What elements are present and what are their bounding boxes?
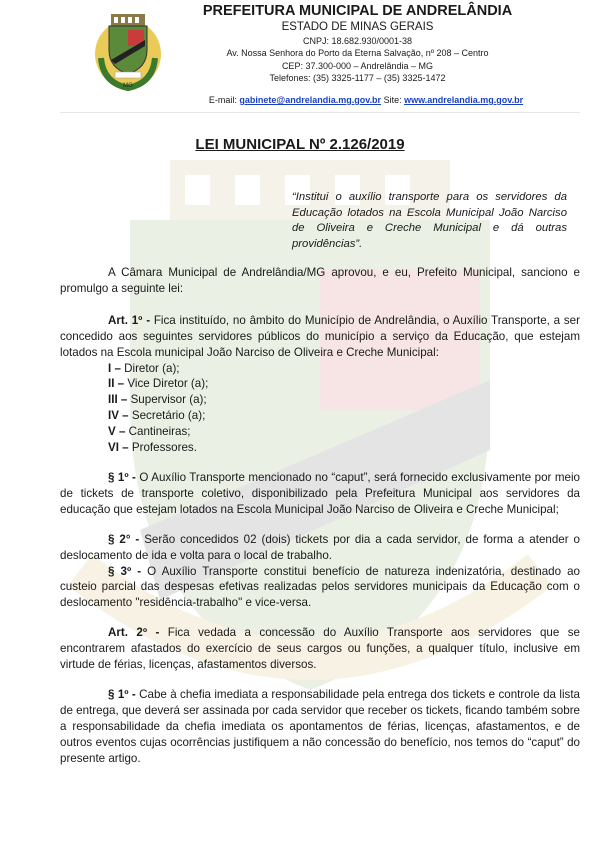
address-text: Av. Nossa Senhora do Porto da Eterna Salvação, nº 208 – Centro: [226, 48, 489, 59]
item-text: Cantineiras;: [128, 425, 191, 439]
article-2-text: Fica vedada a concessão do Auxílio Transporte aos servidores que se encontrarem afastados do exercício de seus cargos ou funções, a qualquer título, inclusive em virtude de férias, licenças, afastamentos diversos.: [60, 626, 580, 672]
item-number: I –: [108, 361, 121, 375]
paragraph-text: Serão concedidos 02 (dois) tickets por dia a cada servidor, de forma a atender o deslocamento de ida e volta para o local de trabalho.: [60, 532, 580, 562]
site-label: Site:: [383, 95, 402, 105]
law-summary: “Institui o auxílio transporte para os servidores da Educação lotados na Escola Municipal João Narciso de Oliveira e Creche Municipal e dá outras providências”.: [292, 191, 567, 250]
article-1: [60, 313, 580, 361]
cnpj-text: CNPJ: 18.682.930/0001-38: [302, 36, 413, 46]
municipal-crest-logo: [93, 8, 163, 92]
header-divider: [60, 112, 580, 113]
crest-label: MG: [123, 83, 133, 89]
estado-subtitle: ESTADO DE MINAS GERAIS: [281, 21, 434, 33]
item-text: Supervisor (a);: [130, 393, 207, 407]
article-1-text: Fica instituído, no âmbito do Município de Andrelândia, o Auxílio Transporte, a ser concedido aos seguintes servidores públicos do município a serviço da Educação, que estejam lotados na Escola municipal João Narciso de Oliveira e Creche Municipal:: [60, 313, 580, 359]
article-1-list: [60, 361, 580, 456]
item-text: Secretário (a);: [131, 409, 206, 423]
email-label: E-mail:: [208, 95, 237, 105]
item-text: Vice Diretor (a);: [127, 377, 209, 391]
article-2-paragraph-1: [60, 687, 580, 767]
article-1-label: Art. 1º -: [108, 313, 151, 327]
phones-text: Telefones: (35) 3325-1177 – (35) 3325-1472: [269, 72, 446, 83]
paragraph-label: § 1º -: [108, 470, 136, 484]
item-text: Professores.: [131, 441, 197, 455]
site-link[interactable]: www.andrelandia.mg.gov.br: [404, 95, 524, 105]
law-body: [60, 265, 580, 766]
contact-line: [156, 94, 576, 106]
list-item: [108, 376, 580, 392]
article-2: [60, 625, 580, 673]
item-number: V –: [108, 425, 126, 439]
article-1-paragraph-2: [60, 532, 580, 564]
paragraph-label: § 2° -: [108, 532, 140, 546]
item-number: VI –: [108, 441, 129, 455]
paragraph-text: Cabe à chefia imediata a responsabilidade pela entrega dos tickets e controle da lista de entrega, que deverá ser assinada por cada servidor que receber os tickets, ficando também sobre a responsabilidade da chefia imediata os apontamentos de férias, licenças, afastamentos, e de outros eventos cujas ocorrências justifiquem a não concessão do benefício, nos temos do “caput” do presente artigo.: [60, 687, 580, 765]
cep-text: CEP: 37.300-000 – Andrelândia – MG: [281, 60, 434, 71]
paragraph-text: O Auxílio Transporte constitui benefício de natureza indenizatória, destinado ao custeio parcial das despesas efetivas realizadas pelos servidores municipais da Educação com o deslocamento "residência-trabalho" e vice-versa.: [60, 564, 580, 610]
article-2-label: Art. 2º -: [108, 626, 160, 640]
list-item: [108, 424, 580, 440]
paragraph-label: § 3º -: [108, 564, 142, 578]
list-item: [108, 408, 580, 424]
list-item: [108, 361, 580, 377]
email-link[interactable]: gabinete@andrelandia.mg.gov.br: [239, 95, 382, 105]
paragraph-text: O Auxílio Transporte mencionado no “caput”, será fornecido exclusivamente por meio de tickets de transporte coletivo, disponibilizado pela Prefeitura Municipal aos servidores da educação que estejam lotados na Escola Municipal João Narciso de Oliveira e Creche Municipal;: [60, 470, 580, 516]
law-title: LEI MUNICIPAL Nº 2.126/2019: [195, 136, 405, 153]
list-item: [108, 440, 580, 456]
item-number: III –: [108, 393, 128, 407]
paragraph-label: § 1º -: [108, 687, 136, 701]
item-number: II –: [108, 377, 125, 391]
prefeitura-title: PREFEITURA MUNICIPAL DE ANDRELÂNDIA: [202, 3, 513, 19]
letterhead: [180, 3, 535, 84]
article-1-paragraph-3: [60, 564, 580, 612]
preamble: A Câmara Municipal de Andrelândia/MG aprovou, e eu, Prefeito Municipal, sanciono e promulgo a seguinte lei:: [60, 266, 580, 295]
item-text: Diretor (a);: [124, 361, 180, 375]
item-number: IV –: [108, 409, 129, 423]
article-1-paragraph-1: [60, 470, 580, 518]
list-item: [108, 392, 580, 408]
